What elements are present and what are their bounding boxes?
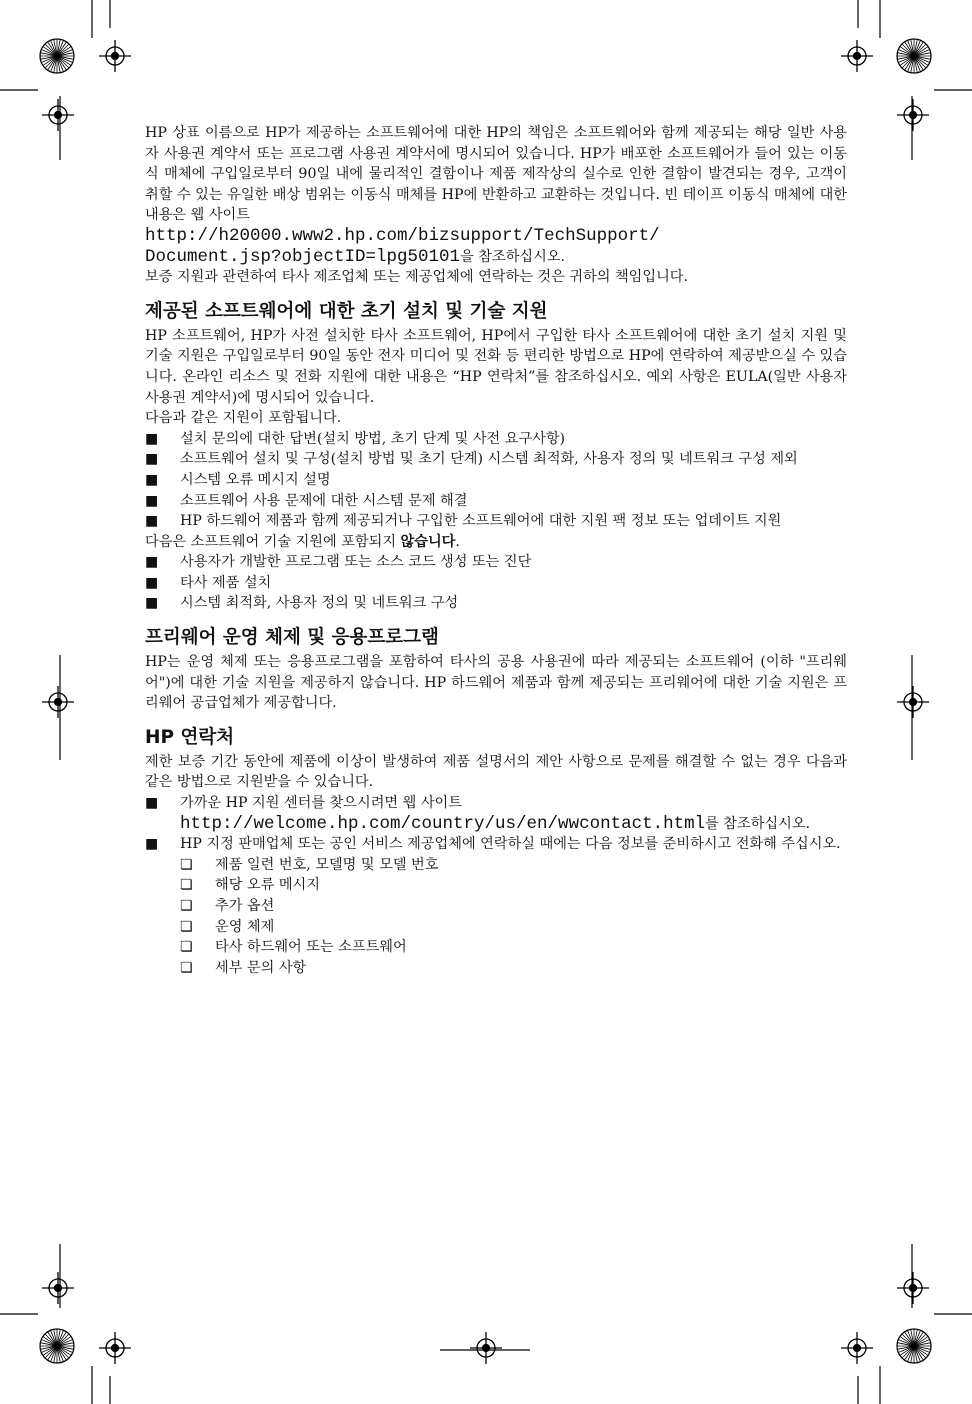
- list-item: ■ 소프트웨어 사용 문제에 대한 시스템 문제 해결: [145, 491, 847, 512]
- excluded-support-intro: [145, 532, 847, 553]
- excluded-support-list: [145, 552, 847, 614]
- section-heading-hp-contact: HP 연락처: [145, 726, 235, 748]
- checklist-item: ❏ 세부 문의 사항: [180, 958, 847, 979]
- excluded-intro-suffix: .: [455, 533, 460, 550]
- list-item: ■ HP 하드웨어 제품과 함께 제공되거나 구입한 소프트웨어에 대한 지원 팩 정보 또는 업데이트 지원: [145, 511, 847, 532]
- list-item: ■ 사용자가 개발한 프로그램 또는 소스 코드 생성 또는 진단: [145, 552, 847, 573]
- support-center-url[interactable]: http://welcome.hp.com/country/us/en/wwcontact.html: [180, 813, 706, 834]
- document-body: [145, 123, 847, 978]
- list-item: ■ 시스템 최적화, 사용자 정의 및 네트워크 구성: [145, 593, 847, 614]
- tape-support-url-line2[interactable]: Document.jsp?objectID=lpg50101: [145, 246, 461, 267]
- reseller-text: HP 지정 판매업체 또는 공인 서비스 제공업체에 연락하실 때에는 다음 정보를 준비하시고 전화해 주십시오.: [180, 836, 841, 853]
- tape-support-url-line1[interactable]: http://h20000.www2.hp.com/bizsupport/TechSupport/: [145, 225, 660, 246]
- intro-paragraph: HP 상표 이름으로 HP가 제공하는 소프트웨어에 대한 HP의 책임은 소프트웨어와 함께 제공되는 해당 일반 사용자 사용권 계약서 또는 프로그램 사용권 계약서에 명시되어 있습니다. HP가 배포한 소프트웨어가 들어 있는 이동식 매체에 구입일로부터 90일 내에 물리적인 결함이나 제품 제작상의 실수로 인한 결함이 발견되는 경우, 고객이 취할 수 있는 유일한 배상 범위는 이동식 매체를 HP에 반환하고 교환하는 것입니다. 빈 테이프 이동식 매체에 대한 내용은 웹 사이트: [145, 125, 847, 224]
- hp-contact-list: [145, 793, 847, 978]
- checklist-item: ❏ 운영 체제: [180, 917, 847, 938]
- freeware-paragraph: HP는 운영 체제 또는 응용프로그램을 포함하여 타사의 공용 사용권에 따라 제공되는 소프트웨어 (이하 "프리웨어")에 대한 기술 지원을 제공하지 않습니다. HP 하드웨어 제품과 함께 제공되는 프리웨어에 대한 기술 지원은 프리웨어 공급업체가 제공합니다.: [145, 654, 847, 712]
- list-item: ■ 시스템 오류 메시지 설명: [145, 470, 847, 491]
- list-item: ■ 소프트웨어 설치 및 구성(설치 방법 및 초기 단계) 시스템 최적화, 사용자 정의 및 네트워크 구성 제외: [145, 449, 847, 470]
- checklist-item: ❏ 해당 오류 메시지: [180, 875, 847, 896]
- checklist-item: ❏ 제품 일련 번호, 모델명 및 모델 번호: [180, 855, 847, 876]
- included-support-list: [145, 429, 847, 532]
- included-support-intro: 다음과 같은 지원이 포함됩니다.: [145, 410, 342, 427]
- list-item-reseller: [145, 834, 847, 978]
- hp-contact-paragraph: 제한 보증 기간 동안에 제품에 이상이 발생하여 제품 설명서의 제안 사항으로 문제를 해결할 수 없는 경우 다음과 같은 방법으로 지원받을 수 있습니다.: [145, 753, 847, 791]
- preparation-checklist: [180, 855, 847, 979]
- checklist-item: ❏ 타사 하드웨어 또는 소프트웨어: [180, 937, 847, 958]
- list-item-support-center: [145, 793, 847, 834]
- third-party-responsibility-text: 보증 지원과 관련하여 타사 제조업체 또는 제공업체에 연락하는 것은 귀하의 책임입니다.: [145, 269, 688, 286]
- excluded-intro-prefix: 다음은 소프트웨어 기술 지원에 포함되지: [145, 533, 401, 550]
- support-center-suffix: 를 참조하십시오.: [705, 815, 811, 832]
- list-item: ■ 타사 제품 설치: [145, 573, 847, 594]
- excluded-intro-bold: 않습니다: [400, 533, 456, 550]
- section-heading-initial-support: 제공된 소프트웨어에 대한 초기 설치 및 기술 지원: [145, 300, 548, 322]
- list-item: ■ 설치 문의에 대한 답변(설치 방법, 초기 단계 및 사전 요구사항): [145, 429, 847, 450]
- initial-support-paragraph: HP 소프트웨어, HP가 사전 설치한 타사 소프트웨어, HP에서 구입한 타사 소프트웨어에 대한 초기 설치 지원 및 기술 지원은 구입일로부터 90일 동안 전자 미디어 및 전화 등 편리한 방법으로 HP에 연락하여 제공받으실 수 있습니다. 온라인 리소스 및 전화 지원에 대한 내용은 “HP 연락처”를 참조하십시오. 예외 사항은 EULA(일반 사용자 사용권 계약서)에 명시되어 있습니다.: [145, 327, 847, 406]
- section-heading-freeware: 프리웨어 운영 체제 및 응용프로그램: [145, 627, 439, 649]
- checklist-item: ❏ 추가 옵션: [180, 896, 847, 917]
- tape-support-url-line2-container: [145, 247, 847, 268]
- support-center-text: 가까운 HP 지원 센터를 찾으시려면 웹 사이트: [180, 795, 462, 812]
- tape-support-url-suffix: 을 참조하십시오.: [460, 248, 566, 265]
